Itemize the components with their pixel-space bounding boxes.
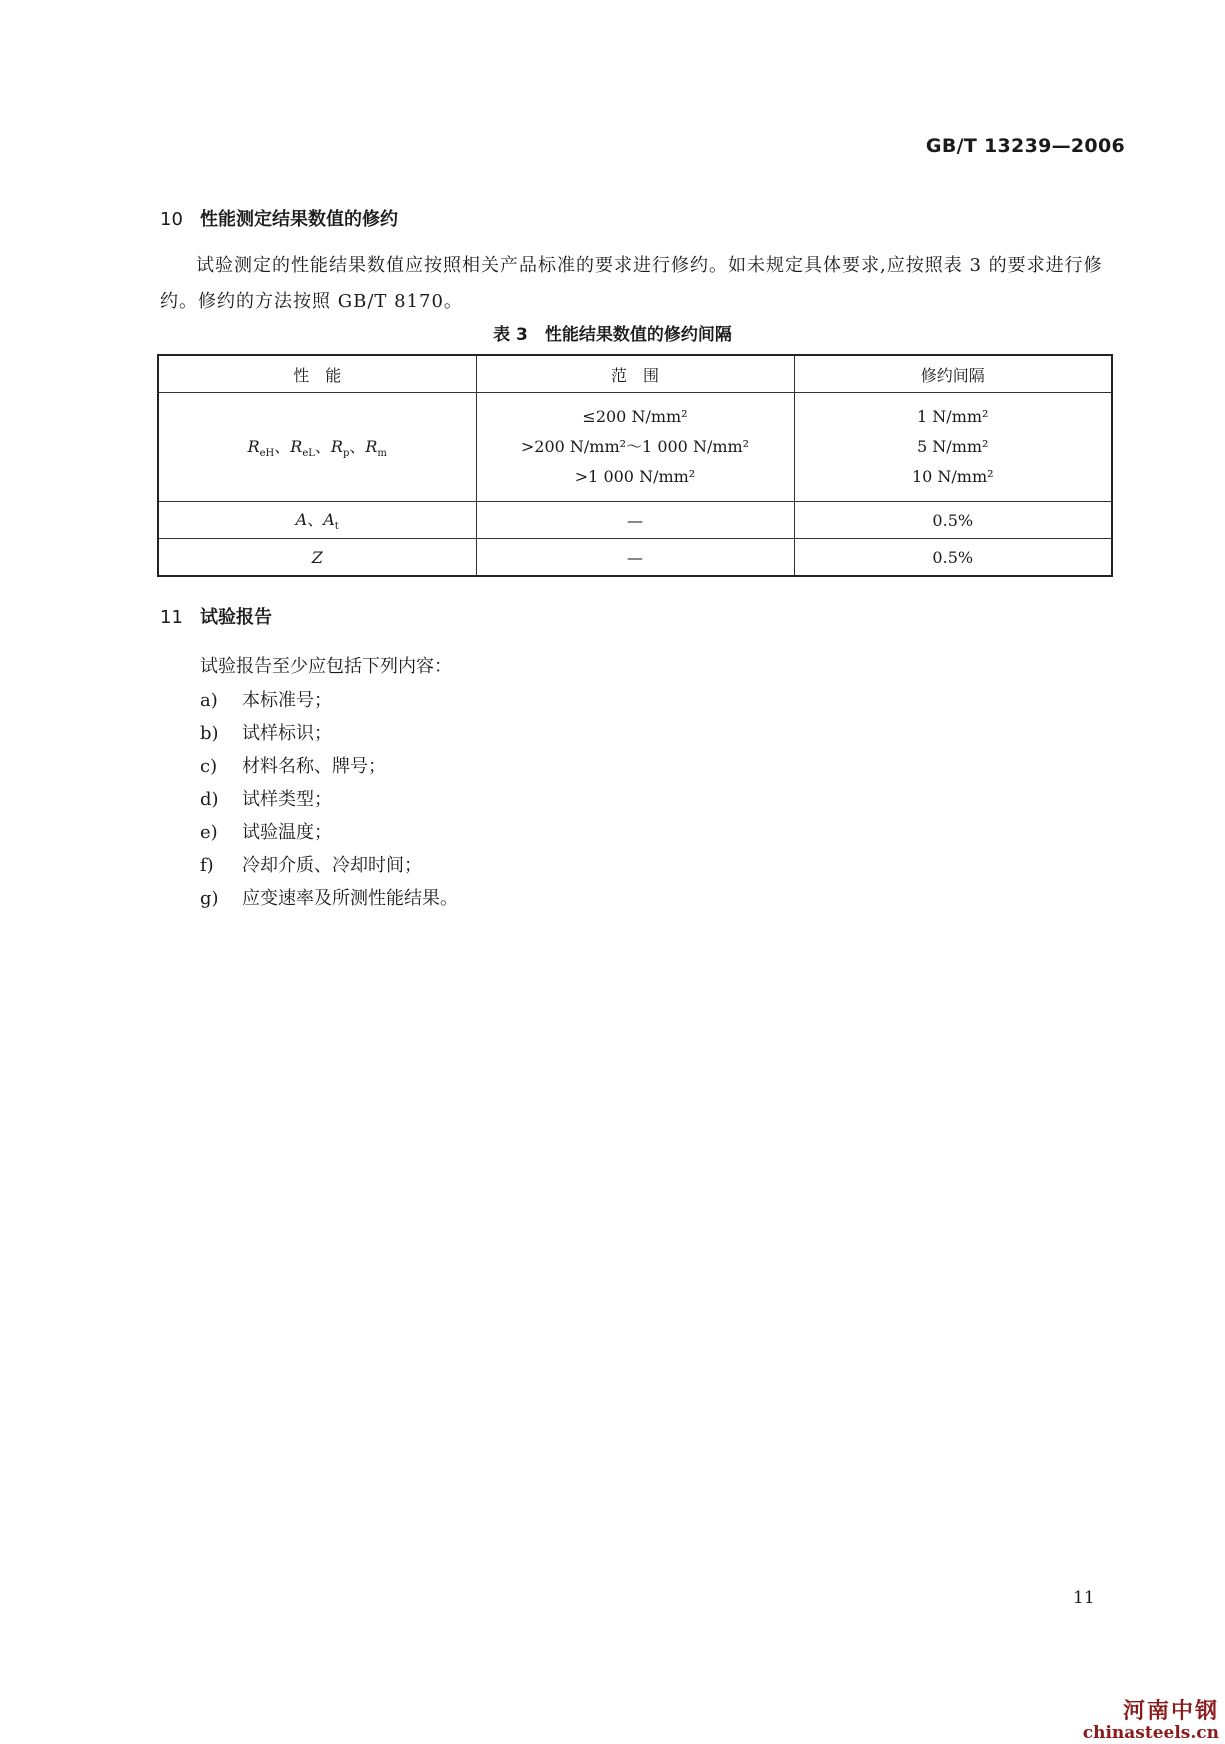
watermark-en: chinasteels.cn (1082, 1723, 1219, 1743)
subscript-t: t (334, 521, 339, 533)
symbol-a: A (295, 510, 308, 530)
section-10-title: 性能测定结果数值的修约 (200, 209, 398, 230)
header-property: 性 能 (158, 355, 476, 393)
table-row (158, 502, 1112, 539)
report-contents-list (200, 650, 458, 915)
section-10-paragraph (160, 248, 1120, 320)
list-item (200, 849, 458, 882)
list-item (200, 783, 458, 816)
list-item (200, 816, 458, 849)
table-header-row (158, 355, 1112, 393)
item-label: a) (200, 690, 218, 711)
section-11-heading (160, 603, 272, 629)
interval-value: 5 N/mm² (917, 437, 989, 456)
item-text: 试验温度； (242, 822, 332, 843)
symbol-r: R (247, 437, 260, 457)
item-text: 试样类型； (242, 789, 332, 810)
cell-interval-elongation: 0.5% (794, 502, 1112, 539)
range-value: >200 N/mm²～1 000 N/mm² (520, 437, 750, 456)
cell-property-elongation (158, 502, 476, 539)
cell-interval-strength (794, 393, 1112, 502)
item-label: g) (200, 888, 219, 909)
cell-range-elongation: — (476, 502, 794, 539)
subscript-m: m (377, 448, 387, 460)
separator: 、 (307, 510, 324, 530)
cell-property-strength (158, 393, 476, 502)
item-label: d) (200, 789, 219, 810)
section-10-heading (160, 205, 398, 231)
report-intro: 试验报告至少应包括下列内容： (200, 656, 452, 677)
item-label: b) (200, 723, 219, 744)
cell-range-reduction: — (476, 539, 794, 577)
table-3-title: 表 3 性能结果数值的修约间隔 (493, 325, 732, 345)
item-text: 应变速率及所测性能结果。 (242, 888, 458, 909)
page-number: 11 (1073, 1588, 1095, 1608)
header-range: 范 围 (476, 355, 794, 393)
range-value: >1 000 N/mm² (574, 467, 696, 486)
item-text: 试样标识； (242, 723, 332, 744)
cell-property-reduction: Z (158, 539, 476, 577)
table-3 (157, 354, 1113, 577)
list-item (200, 750, 458, 783)
section-11-title: 试验报告 (200, 607, 272, 628)
symbol-a: A (323, 510, 335, 530)
table-row (158, 539, 1112, 577)
symbol-r: R (290, 437, 303, 457)
separator: 、 (274, 437, 291, 457)
list-item (200, 717, 458, 750)
symbol-r: R (365, 437, 378, 457)
standard-code: GB/T 13239—2006 (925, 135, 1125, 157)
section-11-number: 11 (160, 607, 183, 628)
item-text: 冷却介质、冷却时间； (242, 855, 422, 876)
subscript-el: eL (302, 448, 315, 460)
range-value: ≤200 N/mm² (582, 407, 688, 426)
item-text: 材料名称、牌号； (242, 756, 386, 777)
item-label: e) (200, 822, 218, 843)
subscript-eh: eH (259, 448, 275, 460)
separator: 、 (314, 437, 331, 457)
item-text: 本标准号； (242, 690, 332, 711)
interval-value: 1 N/mm² (917, 407, 989, 426)
symbol-r: R (330, 437, 343, 457)
interval-value: 10 N/mm² (911, 467, 994, 486)
table-row (158, 393, 1112, 502)
subscript-p: p (342, 448, 350, 460)
separator: 、 (349, 437, 366, 457)
watermark-cn: 河南中钢 (1122, 1699, 1219, 1724)
list-item (200, 684, 458, 717)
cell-interval-reduction: 0.5% (794, 539, 1112, 577)
list-item (200, 882, 458, 915)
cell-range-strength (476, 393, 794, 502)
header-interval: 修约间隔 (794, 355, 1112, 393)
section-10-number: 10 (160, 209, 183, 230)
watermark-logo (1083, 1700, 1219, 1742)
item-label: c) (200, 756, 218, 777)
item-label: f) (200, 855, 214, 876)
section-10-text: 试验测定的性能结果数值应按照相关产品标准的要求进行修约。如未规定具体要求,应按照表 3 的要求进行修约。修约的方法按照 GB/T 8170。 (160, 255, 1103, 312)
